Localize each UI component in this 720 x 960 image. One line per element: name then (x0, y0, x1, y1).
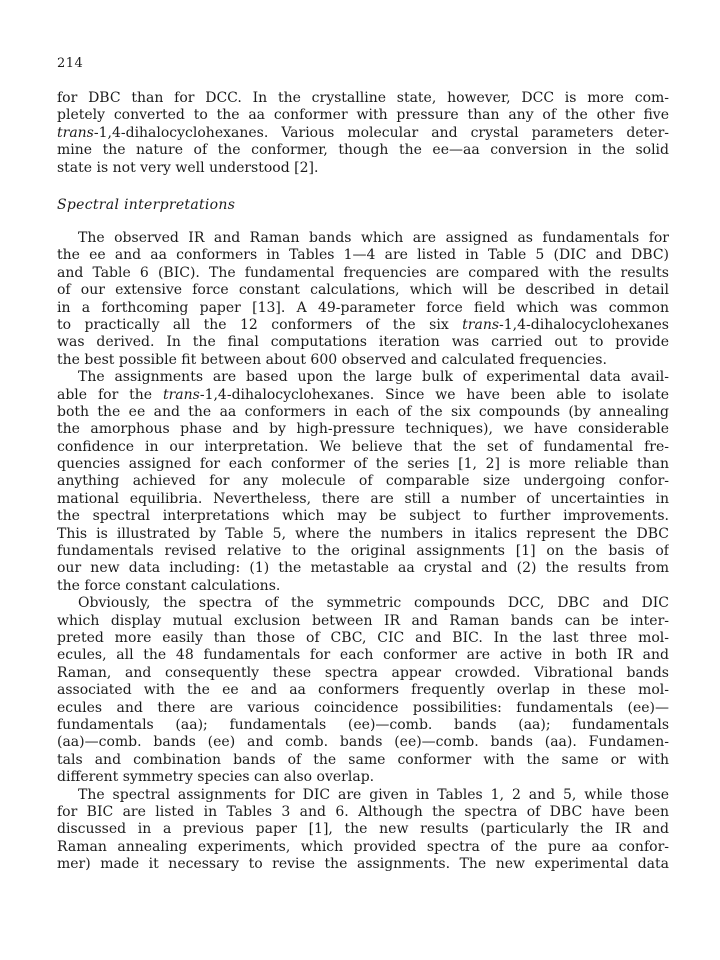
text-line: Obviously, the spectra of the symmetric compounds DCC, DBC and DIC (78, 595, 669, 612)
text-line: the amorphous phase and by high-pressure techniques), we have considerable (57, 421, 669, 438)
text-line: which display mutual exclusion between IR and Raman bands can be inter- (57, 612, 669, 629)
text-line: for DBC than for DCC. In the crystalline state, however, DCC is more com- (57, 90, 669, 106)
italic-prefix: trans (57, 124, 94, 141)
text-line: fundamentals revised relative to the original assignments [1] on the basis of (57, 543, 669, 560)
text-line: was derived. In the final computations iteration was carried out to provide (57, 334, 669, 351)
text-line: mer) made it necessary to revise the assignments. The new experimental data (57, 856, 669, 873)
text-line: associated with the ee and aa conformers frequently overlap in these mol- (57, 682, 669, 699)
text-line: The assignments are based upon the large bulk of experimental data avail- (78, 369, 669, 386)
page-number: 214 (57, 56, 84, 71)
text-line: able for the trans-1,4-dihalocyclohexanes. Since we have been able to isolate (57, 386, 669, 403)
italic-prefix: trans (462, 316, 500, 333)
text-line: tals and combination bands of the same conformer with the same or with (57, 751, 669, 768)
text-line: mine the nature of the conformer, though the ee—aa conversion in the solid (57, 142, 669, 159)
text-line: the best possible fit between about 600 observed and calculated frequencies. (57, 351, 607, 368)
text-line: discussed in a previous paper [1], the new results (particularly the IR and (57, 821, 669, 838)
text-line: to practically all the 12 conformers of the six trans-1,4-dihalocyclohexanes (57, 316, 669, 333)
text-line: quencies assigned for each conformer of the series [1, 2] is more reliable than (57, 456, 669, 473)
text-line: the spectral interpretations which may be subject to further improvements. (57, 508, 669, 525)
text-line: preted more easily than those of CBC, CIC and BIC. In the last three mol- (57, 629, 669, 646)
text-line: (aa)—comb. bands (ee) and comb. bands (ee)—comb. bands (aa). Fundamen- (57, 734, 669, 751)
text-line: Raman annealing experiments, which provided spectra of the pure aa confor- (57, 838, 669, 855)
text-line: mational equilibria. Nevertheless, there are still a number of uncertainties in (57, 490, 669, 507)
text-line: both the ee and the aa conformers in each of the six compounds (by annealing (57, 403, 669, 420)
text-line: ecules, all the 48 fundamentals for each conformer are active in both IR and (57, 647, 669, 664)
text-line: ecules and there are various coincidence possibilities: fundamentals (ee)— (57, 699, 669, 716)
section-heading: Spectral interpretations (57, 197, 236, 213)
text-line: The spectral assignments for DIC are given in Tables 1, 2 and 5, while those (78, 786, 669, 803)
text-line italic-lead: trans-1,4-dihalocyclohexanes. Various molecular and crystal parameters deter- (57, 124, 669, 141)
text-line: the ee and aa conformers in Tables 1—4 are listed in Table 5 (DIC and DBC) (57, 247, 669, 264)
text-line: confidence in our interpretation. We believe that the set of fundamental fre- (57, 438, 669, 455)
intro-paragraph (57, 90, 669, 177)
text-line: the force constant calculations. (57, 577, 281, 594)
text-line: pletely converted to the aa conformer with pressure than any of the other five (57, 107, 669, 124)
text-line: for BIC are listed in Tables 3 and 6. Although the spectra of DBC have been (57, 803, 669, 820)
text-line: The observed IR and Raman bands which are assigned as fundamentals for (78, 230, 669, 246)
text-line: This is illustrated by Table 5, where the numbers in italics represent the DBC (57, 525, 669, 542)
text-line: different symmetry species can also overlap. (57, 769, 375, 786)
text-line: state is not very well understood [2]. (57, 159, 319, 176)
italic-prefix: trans (162, 386, 200, 403)
text-line: anything achieved for any molecule of comparable size undergoing confor- (57, 473, 669, 490)
text-line: Raman, and consequently these spectra appear crowded. Vibrational bands (57, 664, 669, 681)
text-line: in a forthcoming paper [13]. A 49-parameter force field which was common (57, 299, 669, 316)
text-line: of our extensive force constant calculations, which will be described in detail (57, 282, 669, 299)
text-line: our new data including: (1) the metastable aa crystal and (2) the results from (57, 560, 669, 577)
text-line: and Table 6 (BIC). The fundamental frequencies are compared with the results (57, 264, 669, 281)
text-line: fundamentals (aa); fundamentals (ee)—comb. bands (aa); fundamentals (57, 716, 669, 733)
body-text (57, 230, 669, 873)
